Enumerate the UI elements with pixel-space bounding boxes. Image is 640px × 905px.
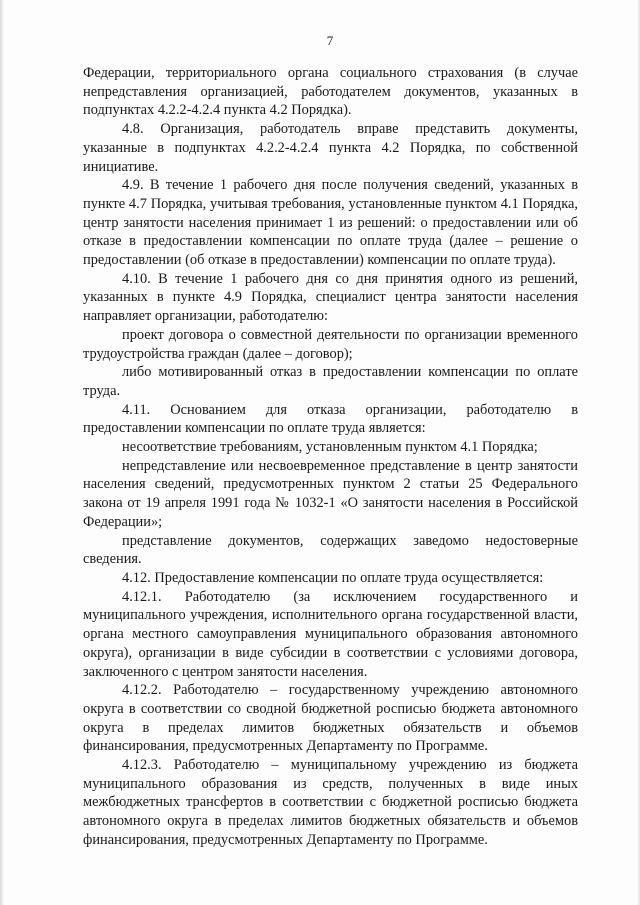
page-number: 7 <box>326 33 334 48</box>
paragraph-4-12: 4.12. Предоставление компенсации по оплате труда осуществляется: <box>122 569 544 586</box>
paragraph-4-10: 4.10. В течение 1 рабочего дня со дня принятия одного из решений, указанных в пункте 4.9 Порядка, специалист центра занятости населения направляет организации, работодателю: <box>83 270 578 325</box>
paragraph-4-12-1: 4.12.1. Работодателю (за исключением государственного и муниципального учреждения, исполнительного органа государственной власти, органа местного самоуправления муниципального образования автономного округа), организации в виде субсидии в соответствии с условиями договора, заключенного с центром занятости населения. <box>83 588 578 680</box>
document-body <box>83 64 578 850</box>
paragraph-4-10-item-contract: проект договора о совместной деятельности по организации временного трудоустройства граждан (далее – договор); <box>83 326 578 362</box>
paragraph-4-11-item-1: несоответствие требованиям, установленным пунктом 4.1 Порядка; <box>122 439 538 456</box>
paragraph-4-9: 4.9. В течение 1 рабочего дня после получения сведений, указанных в пункте 4.7 Порядка, учитывая требования, установленные пунктом 4.1 Порядка, центр занятости населения принимает 1 из решений: о предоставлении или об отказе в предоставлении компенсации по оплате труда (далее – решение о предоставлении (об отказе в предоставлении) компенсации по оплате труда). <box>83 177 578 269</box>
paragraph-4-12-2: 4.12.2. Работодателю – государственному учреждению автономного округа в соответствии со сводной бюджетной росписью бюджета автономного округа в пределах лимитов бюджетных обязательств и объемов финансирования, предусмотренных Департаменту по Программе. <box>83 682 578 755</box>
paragraph-4-12-3: 4.12.3. Работодателю – муниципальному учреждению из бюджета муниципального образования из средств, полученных в виде иных межбюджетных трансфертов в соответствии с бюджетной росписью бюджета автономного округа в пределах лимитов бюджетных обязательств и объемов финансирования, предусмотренных Департаменту по Программе. <box>83 757 578 848</box>
paragraph-4-8: 4.8. Организация, работодатель вправе представить документы, указанные в подпунктах 4.2.2-4.2.4 пункта 4.2 Порядка, по собственной инициативе. <box>83 121 578 175</box>
paragraph-4-11-item-2: непредставление или несвоевременное представление в центр занятости населения сведений, предусмотренных пунктом 2 статьи 25 Федерального закона от 19 апреля 1991 года № 1032-1 «О занятости населения в Российской Федерации»; <box>83 457 578 530</box>
paragraph-continuation: Федерации, территориального органа социального страхования (в случае непредставления организацией, работодателем документов, указанных в подпунктах 4.2.2-4.2.4 пункта 4.2 Порядка). <box>83 65 578 119</box>
paragraph-4-11: 4.11. Основанием для отказа организации, работодателю в предоставлении компенсации по оплате труда является: <box>83 401 578 437</box>
scan-edge-left <box>0 0 4 905</box>
paragraph-4-10-item-refusal: либо мотивированный отказ в предоставлении компенсации по оплате труда. <box>83 364 578 399</box>
paragraph-4-11-item-3: представление документов, содержащих заведомо недостоверные сведения. <box>83 532 578 568</box>
